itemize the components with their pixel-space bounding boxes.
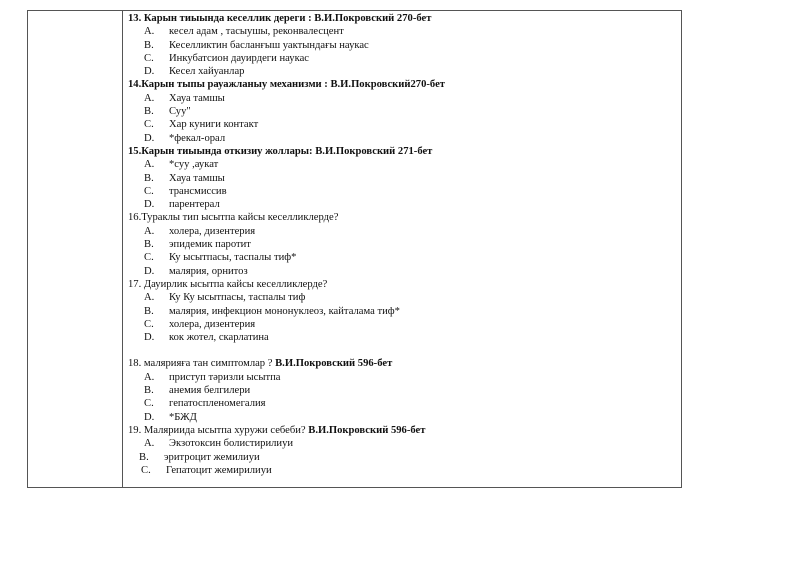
option: C. Гепатоцит жемирилиуи — [141, 464, 272, 476]
question-list — [128, 12, 678, 477]
option: A. приступ тәризли ысытпа — [144, 371, 281, 383]
option: C. гепатоспленомегалия — [144, 398, 266, 410]
option: C. холера, дизентерия — [144, 318, 256, 330]
question-15: 15.Карын тиыында откизиу жоллары: В.И.Покровский 271-бет — [128, 145, 433, 157]
option: B. малярия, инфекцион мононуклеоз, кайталама тиф* — [144, 305, 400, 317]
option: D. Кесел хайуанлар — [144, 66, 245, 78]
option: A. *суу ,аукат — [144, 159, 219, 171]
question-17: 17. Дауирлик ысытпа кайсы кеселликлерде? — [128, 278, 328, 290]
option: C. Ку ысытпасы, таспалы тиф* — [144, 252, 297, 264]
question-13: 13. Карын тиыында кеселлик дереги : В.И.Покровский 270-бет — [128, 13, 432, 24]
option: A. Хауа тамшы — [144, 92, 225, 104]
option: D. *БЖД — [144, 411, 197, 423]
option: A. кесел адам , тасыушы, реконвалесцент — [144, 26, 344, 38]
option: A. холера, дизентерия — [144, 225, 256, 237]
question-18: 18. малярияға тан симптомлар ? В.И.Покровский 596-бет — [128, 358, 393, 370]
option: C. Хар куниги контакт — [144, 119, 259, 131]
spacer — [128, 344, 678, 357]
question-14: 14.Карын тыпы рауажланыу механизми : В.И.Покровский270-бет — [128, 79, 445, 91]
option: D. кок жотел, скарлатина — [144, 332, 269, 344]
option: C. трансмиссив — [144, 185, 227, 197]
question-19: 19. Маляриида ысытпа хуружи себеби? В.И.Покровский 596-бет — [128, 424, 426, 436]
option: B. эпидемик паротит — [144, 239, 251, 251]
option: A. Ку Ку ысытпасы, таспалы тиф — [144, 292, 306, 304]
option: A. Экзотоксин болистирилиуи — [144, 438, 294, 450]
option: B. Хауа тамшы — [144, 172, 225, 184]
option: B. эритроцит жемилиуи — [139, 451, 260, 463]
option: D. парентерал — [144, 199, 220, 211]
empty-left-column — [27, 10, 123, 488]
option: C. Инкубатсион дауирдеги наукас — [144, 52, 309, 64]
option: B. анемия белгилери — [144, 385, 251, 397]
option: B. Кеселликтин басланғыш уактындағы наукас — [144, 39, 369, 51]
question-16: 16.Тураклы тип ысытпа кайсы кеселликлерде? — [128, 212, 339, 224]
option: D. малярия, орнитоз — [144, 265, 248, 277]
option: D. *фекал-орал — [144, 132, 226, 144]
option: B. Суу" — [144, 106, 191, 118]
